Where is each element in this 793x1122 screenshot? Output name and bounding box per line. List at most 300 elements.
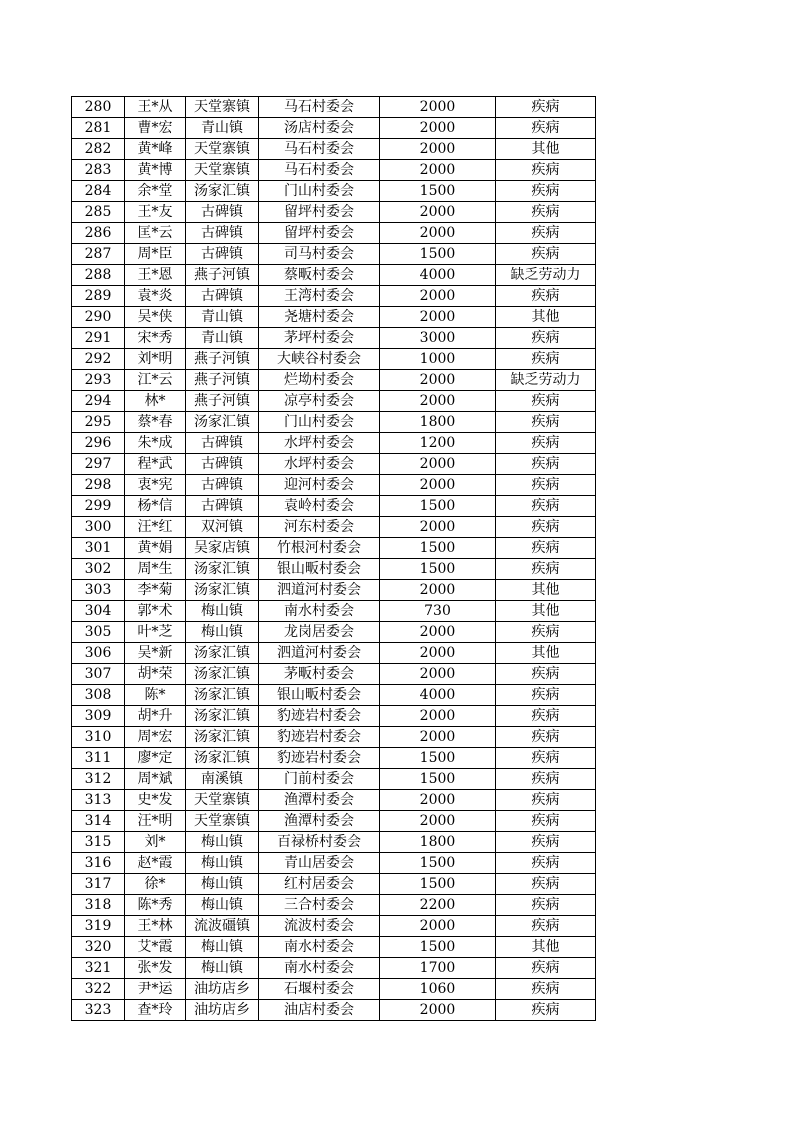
row-number-cell: 313 [72, 790, 125, 811]
table-row [72, 391, 596, 412]
name-cell: 宋*秀 [125, 328, 186, 349]
town-cell: 古碑镇 [186, 244, 259, 265]
name-cell: 王*林 [125, 916, 186, 937]
village-cell: 流波村委会 [259, 916, 380, 937]
row-number-cell: 305 [72, 622, 125, 643]
name-cell: 黄*娟 [125, 538, 186, 559]
reason-cell: 疾病 [496, 748, 596, 769]
amount-cell: 1000 [380, 349, 496, 370]
village-cell: 渔潭村委会 [259, 811, 380, 832]
village-cell: 马石村委会 [259, 160, 380, 181]
village-cell: 茅畈村委会 [259, 664, 380, 685]
row-number-cell: 323 [72, 1000, 125, 1021]
table-row [72, 181, 596, 202]
reason-cell: 疾病 [496, 517, 596, 538]
row-number-cell: 299 [72, 496, 125, 517]
amount-cell: 1200 [380, 433, 496, 454]
reason-cell: 其他 [496, 601, 596, 622]
town-cell: 梅山镇 [186, 622, 259, 643]
name-cell: 王*恩 [125, 265, 186, 286]
amount-cell: 1500 [380, 538, 496, 559]
row-number-cell: 300 [72, 517, 125, 538]
amount-cell: 2200 [380, 895, 496, 916]
amount-cell: 4000 [380, 265, 496, 286]
village-cell: 王湾村委会 [259, 286, 380, 307]
amount-cell: 1500 [380, 874, 496, 895]
name-cell: 吴*新 [125, 643, 186, 664]
table-row [72, 811, 596, 832]
reason-cell: 疾病 [496, 349, 596, 370]
reason-cell: 其他 [496, 580, 596, 601]
reason-cell: 疾病 [496, 664, 596, 685]
name-cell: 汪*明 [125, 811, 186, 832]
table-row [72, 286, 596, 307]
table-row [72, 664, 596, 685]
table-row [72, 97, 596, 118]
amount-cell: 4000 [380, 685, 496, 706]
name-cell: 朱*成 [125, 433, 186, 454]
name-cell: 曹*宏 [125, 118, 186, 139]
reason-cell: 疾病 [496, 475, 596, 496]
row-number-cell: 317 [72, 874, 125, 895]
town-cell: 汤家汇镇 [186, 685, 259, 706]
row-number-cell: 288 [72, 265, 125, 286]
table-row [72, 454, 596, 475]
reason-cell: 疾病 [496, 454, 596, 475]
table-row [72, 622, 596, 643]
town-cell: 古碑镇 [186, 202, 259, 223]
table-row [72, 979, 596, 1000]
town-cell: 汤家汇镇 [186, 580, 259, 601]
row-number-cell: 287 [72, 244, 125, 265]
row-number-cell: 302 [72, 559, 125, 580]
reason-cell: 其他 [496, 937, 596, 958]
table-row [72, 160, 596, 181]
town-cell: 汤家汇镇 [186, 559, 259, 580]
town-cell: 汤家汇镇 [186, 412, 259, 433]
table-row [72, 349, 596, 370]
town-cell: 梅山镇 [186, 853, 259, 874]
name-cell: 王*友 [125, 202, 186, 223]
amount-cell: 1500 [380, 769, 496, 790]
reason-cell: 疾病 [496, 895, 596, 916]
village-cell: 马石村委会 [259, 97, 380, 118]
amount-cell: 1500 [380, 748, 496, 769]
village-cell: 门山村委会 [259, 412, 380, 433]
village-cell: 竹根河村委会 [259, 538, 380, 559]
row-number-cell: 314 [72, 811, 125, 832]
row-number-cell: 283 [72, 160, 125, 181]
row-number-cell: 297 [72, 454, 125, 475]
amount-cell: 1500 [380, 244, 496, 265]
town-cell: 天堂寨镇 [186, 160, 259, 181]
reason-cell: 疾病 [496, 706, 596, 727]
row-number-cell: 281 [72, 118, 125, 139]
town-cell: 双河镇 [186, 517, 259, 538]
name-cell: 王*从 [125, 97, 186, 118]
table-row [72, 244, 596, 265]
amount-cell: 2000 [380, 139, 496, 160]
village-cell: 袁岭村委会 [259, 496, 380, 517]
row-number-cell: 306 [72, 643, 125, 664]
name-cell: 袁*炎 [125, 286, 186, 307]
amount-cell: 2000 [380, 622, 496, 643]
village-cell: 水坪村委会 [259, 454, 380, 475]
reason-cell: 疾病 [496, 874, 596, 895]
name-cell: 胡*升 [125, 706, 186, 727]
village-cell: 石堰村委会 [259, 979, 380, 1000]
village-cell: 南水村委会 [259, 601, 380, 622]
row-number-cell: 293 [72, 370, 125, 391]
village-cell: 留坪村委会 [259, 202, 380, 223]
reason-cell: 疾病 [496, 328, 596, 349]
town-cell: 古碑镇 [186, 286, 259, 307]
name-cell: 江*云 [125, 370, 186, 391]
name-cell: 匡*云 [125, 223, 186, 244]
town-cell: 天堂寨镇 [186, 97, 259, 118]
reason-cell: 疾病 [496, 244, 596, 265]
row-number-cell: 307 [72, 664, 125, 685]
name-cell: 吴*侠 [125, 307, 186, 328]
amount-cell: 1500 [380, 181, 496, 202]
village-cell: 南水村委会 [259, 958, 380, 979]
reason-cell: 疾病 [496, 979, 596, 1000]
amount-cell: 1700 [380, 958, 496, 979]
name-cell: 廖*定 [125, 748, 186, 769]
town-cell: 油坊店乡 [186, 1000, 259, 1021]
name-cell: 李*菊 [125, 580, 186, 601]
village-cell: 大峡谷村委会 [259, 349, 380, 370]
amount-cell: 2000 [380, 475, 496, 496]
name-cell: 周*斌 [125, 769, 186, 790]
table-row [72, 790, 596, 811]
village-cell: 泗道河村委会 [259, 580, 380, 601]
village-cell: 茅坪村委会 [259, 328, 380, 349]
town-cell: 古碑镇 [186, 223, 259, 244]
town-cell: 南溪镇 [186, 769, 259, 790]
town-cell: 古碑镇 [186, 433, 259, 454]
village-cell: 司马村委会 [259, 244, 380, 265]
reason-cell: 疾病 [496, 685, 596, 706]
table-row [72, 307, 596, 328]
name-cell: 徐* [125, 874, 186, 895]
table-row [72, 118, 596, 139]
table-row [72, 538, 596, 559]
amount-cell: 2000 [380, 580, 496, 601]
reason-cell: 疾病 [496, 391, 596, 412]
name-cell: 赵*霞 [125, 853, 186, 874]
town-cell: 汤家汇镇 [186, 181, 259, 202]
name-cell: 周*生 [125, 559, 186, 580]
name-cell: 汪*红 [125, 517, 186, 538]
amount-cell: 2000 [380, 223, 496, 244]
town-cell: 梅山镇 [186, 601, 259, 622]
table-row [72, 496, 596, 517]
reason-cell: 疾病 [496, 412, 596, 433]
row-number-cell: 294 [72, 391, 125, 412]
row-number-cell: 319 [72, 916, 125, 937]
village-cell: 蔡畈村委会 [259, 265, 380, 286]
row-number-cell: 301 [72, 538, 125, 559]
row-number-cell: 303 [72, 580, 125, 601]
row-number-cell: 280 [72, 97, 125, 118]
row-number-cell: 309 [72, 706, 125, 727]
amount-cell: 1500 [380, 853, 496, 874]
relief-list-table [71, 96, 596, 1021]
table-row [72, 517, 596, 538]
amount-cell: 2000 [380, 97, 496, 118]
reason-cell: 疾病 [496, 727, 596, 748]
reason-cell: 疾病 [496, 433, 596, 454]
row-number-cell: 312 [72, 769, 125, 790]
village-cell: 留坪村委会 [259, 223, 380, 244]
name-cell: 杨*信 [125, 496, 186, 517]
table-row [72, 601, 596, 622]
reason-cell: 疾病 [496, 559, 596, 580]
row-number-cell: 298 [72, 475, 125, 496]
name-cell: 黄*博 [125, 160, 186, 181]
village-cell: 水坪村委会 [259, 433, 380, 454]
table-row [72, 706, 596, 727]
name-cell: 陈*秀 [125, 895, 186, 916]
reason-cell: 疾病 [496, 118, 596, 139]
town-cell: 梅山镇 [186, 832, 259, 853]
name-cell: 查*玲 [125, 1000, 186, 1021]
row-number-cell: 316 [72, 853, 125, 874]
table-row [72, 916, 596, 937]
table-row [72, 727, 596, 748]
village-cell: 河东村委会 [259, 517, 380, 538]
village-cell: 红村居委会 [259, 874, 380, 895]
amount-cell: 1800 [380, 412, 496, 433]
table-row [72, 895, 596, 916]
village-cell: 迎河村委会 [259, 475, 380, 496]
table-body [72, 97, 596, 1021]
row-number-cell: 284 [72, 181, 125, 202]
name-cell: 黄*峰 [125, 139, 186, 160]
town-cell: 梅山镇 [186, 937, 259, 958]
table-row [72, 874, 596, 895]
village-cell: 门前村委会 [259, 769, 380, 790]
table-row [72, 370, 596, 391]
reason-cell: 其他 [496, 139, 596, 160]
reason-cell: 疾病 [496, 181, 596, 202]
village-cell: 三合村委会 [259, 895, 380, 916]
town-cell: 汤家汇镇 [186, 643, 259, 664]
reason-cell: 疾病 [496, 538, 596, 559]
town-cell: 流波礓镇 [186, 916, 259, 937]
town-cell: 油坊店乡 [186, 979, 259, 1000]
table-row [72, 223, 596, 244]
table-row [72, 1000, 596, 1021]
amount-cell: 3000 [380, 328, 496, 349]
table-row [72, 832, 596, 853]
reason-cell: 疾病 [496, 832, 596, 853]
village-cell: 豹迹岩村委会 [259, 706, 380, 727]
amount-cell: 2000 [380, 454, 496, 475]
reason-cell: 疾病 [496, 811, 596, 832]
amount-cell: 2000 [380, 916, 496, 937]
row-number-cell: 282 [72, 139, 125, 160]
row-number-cell: 310 [72, 727, 125, 748]
table-row [72, 433, 596, 454]
amount-cell: 1500 [380, 559, 496, 580]
table-row [72, 202, 596, 223]
table-row [72, 559, 596, 580]
row-number-cell: 290 [72, 307, 125, 328]
amount-cell: 1500 [380, 496, 496, 517]
amount-cell: 2000 [380, 811, 496, 832]
amount-cell: 2000 [380, 202, 496, 223]
row-number-cell: 296 [72, 433, 125, 454]
village-cell: 青山居委会 [259, 853, 380, 874]
village-cell: 尧塘村委会 [259, 307, 380, 328]
amount-cell: 2000 [380, 160, 496, 181]
row-number-cell: 311 [72, 748, 125, 769]
village-cell: 马石村委会 [259, 139, 380, 160]
amount-cell: 2000 [380, 706, 496, 727]
name-cell: 刘*明 [125, 349, 186, 370]
name-cell: 郭*术 [125, 601, 186, 622]
amount-cell: 2000 [380, 727, 496, 748]
amount-cell: 1500 [380, 937, 496, 958]
row-number-cell: 315 [72, 832, 125, 853]
town-cell: 汤家汇镇 [186, 706, 259, 727]
amount-cell: 2000 [380, 664, 496, 685]
amount-cell: 2000 [380, 118, 496, 139]
table-row [72, 853, 596, 874]
reason-cell: 疾病 [496, 286, 596, 307]
village-cell: 烂坳村委会 [259, 370, 380, 391]
reason-cell: 疾病 [496, 958, 596, 979]
town-cell: 汤家汇镇 [186, 664, 259, 685]
town-cell: 青山镇 [186, 307, 259, 328]
row-number-cell: 291 [72, 328, 125, 349]
village-cell: 银山畈村委会 [259, 685, 380, 706]
name-cell: 余*堂 [125, 181, 186, 202]
reason-cell: 疾病 [496, 622, 596, 643]
name-cell: 陈* [125, 685, 186, 706]
table-row [72, 748, 596, 769]
town-cell: 吴家店镇 [186, 538, 259, 559]
town-cell: 梅山镇 [186, 958, 259, 979]
row-number-cell: 295 [72, 412, 125, 433]
reason-cell: 疾病 [496, 496, 596, 517]
reason-cell: 疾病 [496, 769, 596, 790]
amount-cell: 2000 [380, 307, 496, 328]
name-cell: 程*武 [125, 454, 186, 475]
town-cell: 燕子河镇 [186, 349, 259, 370]
reason-cell: 其他 [496, 307, 596, 328]
village-cell: 汤店村委会 [259, 118, 380, 139]
row-number-cell: 320 [72, 937, 125, 958]
village-cell: 门山村委会 [259, 181, 380, 202]
table-row [72, 685, 596, 706]
reason-cell: 缺乏劳动力 [496, 370, 596, 391]
row-number-cell: 308 [72, 685, 125, 706]
table-row [72, 265, 596, 286]
row-number-cell: 292 [72, 349, 125, 370]
town-cell: 梅山镇 [186, 874, 259, 895]
row-number-cell: 286 [72, 223, 125, 244]
table-row [72, 643, 596, 664]
town-cell: 汤家汇镇 [186, 727, 259, 748]
town-cell: 燕子河镇 [186, 265, 259, 286]
row-number-cell: 289 [72, 286, 125, 307]
village-cell: 凉亭村委会 [259, 391, 380, 412]
amount-cell: 2000 [380, 370, 496, 391]
amount-cell: 1800 [380, 832, 496, 853]
name-cell: 衷*宪 [125, 475, 186, 496]
reason-cell: 疾病 [496, 97, 596, 118]
village-cell: 南水村委会 [259, 937, 380, 958]
name-cell: 周*宏 [125, 727, 186, 748]
reason-cell: 缺乏劳动力 [496, 265, 596, 286]
reason-cell: 疾病 [496, 1000, 596, 1021]
town-cell: 天堂寨镇 [186, 139, 259, 160]
name-cell: 张*发 [125, 958, 186, 979]
name-cell: 叶*芝 [125, 622, 186, 643]
reason-cell: 疾病 [496, 223, 596, 244]
village-cell: 百禄桥村委会 [259, 832, 380, 853]
amount-cell: 2000 [380, 391, 496, 412]
village-cell: 油店村委会 [259, 1000, 380, 1021]
village-cell: 渔潭村委会 [259, 790, 380, 811]
table-row [72, 958, 596, 979]
town-cell: 古碑镇 [186, 496, 259, 517]
row-number-cell: 322 [72, 979, 125, 1000]
town-cell: 古碑镇 [186, 475, 259, 496]
table-row [72, 412, 596, 433]
row-number-cell: 318 [72, 895, 125, 916]
village-cell: 泗道河村委会 [259, 643, 380, 664]
reason-cell: 疾病 [496, 916, 596, 937]
table-row [72, 937, 596, 958]
name-cell: 史*发 [125, 790, 186, 811]
amount-cell: 2000 [380, 1000, 496, 1021]
town-cell: 燕子河镇 [186, 370, 259, 391]
town-cell: 青山镇 [186, 118, 259, 139]
town-cell: 古碑镇 [186, 454, 259, 475]
table-row [72, 769, 596, 790]
name-cell: 周*臣 [125, 244, 186, 265]
reason-cell: 疾病 [496, 160, 596, 181]
amount-cell: 2000 [380, 286, 496, 307]
town-cell: 天堂寨镇 [186, 811, 259, 832]
reason-cell: 其他 [496, 643, 596, 664]
row-number-cell: 321 [72, 958, 125, 979]
village-cell: 豹迹岩村委会 [259, 748, 380, 769]
village-cell: 龙岗居委会 [259, 622, 380, 643]
amount-cell: 2000 [380, 517, 496, 538]
reason-cell: 疾病 [496, 790, 596, 811]
name-cell: 蔡*春 [125, 412, 186, 433]
table-row [72, 139, 596, 160]
amount-cell: 730 [380, 601, 496, 622]
amount-cell: 2000 [380, 643, 496, 664]
name-cell: 艾*霞 [125, 937, 186, 958]
name-cell: 林* [125, 391, 186, 412]
name-cell: 尹*运 [125, 979, 186, 1000]
reason-cell: 疾病 [496, 202, 596, 223]
village-cell: 银山畈村委会 [259, 559, 380, 580]
name-cell: 刘* [125, 832, 186, 853]
row-number-cell: 304 [72, 601, 125, 622]
village-cell: 豹迹岩村委会 [259, 727, 380, 748]
town-cell: 青山镇 [186, 328, 259, 349]
reason-cell: 疾病 [496, 853, 596, 874]
table-row [72, 475, 596, 496]
